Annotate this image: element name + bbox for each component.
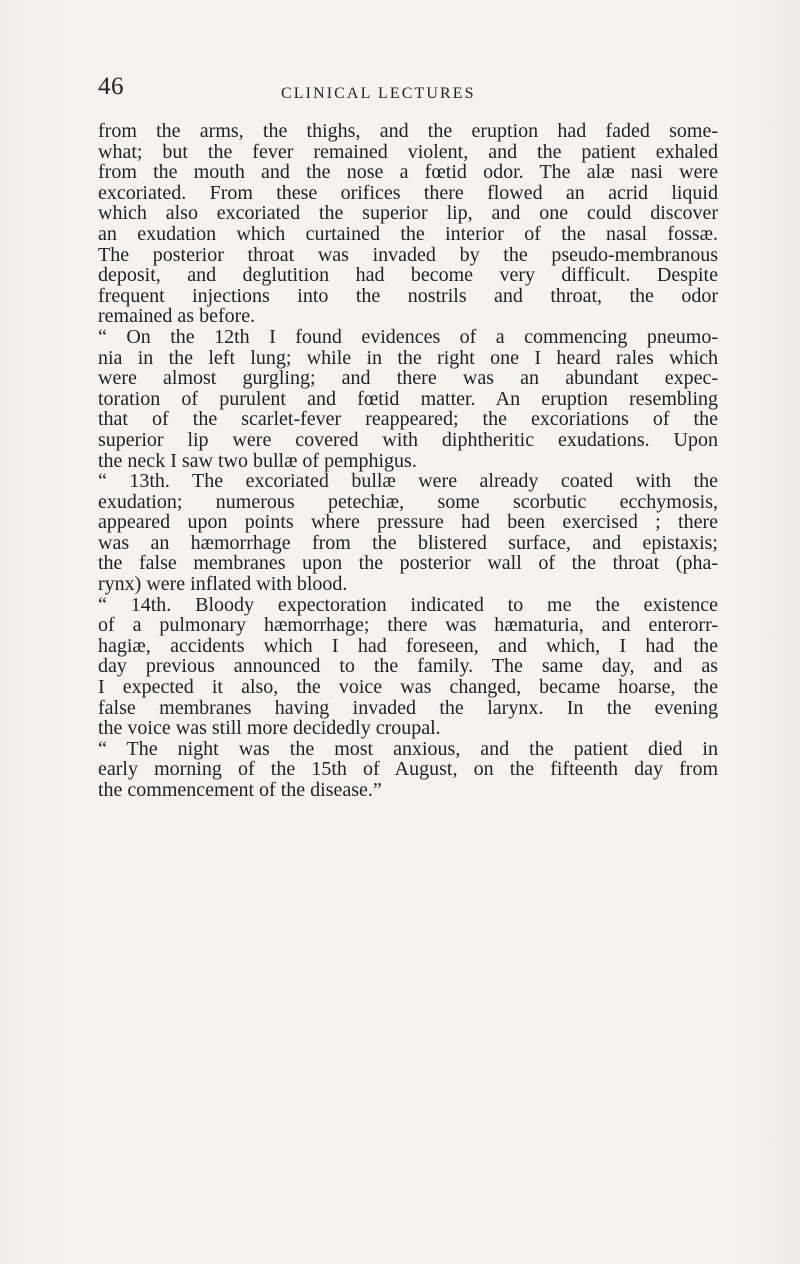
text-line: that of the scarlet-fever reappeared; the excoriations of the — [98, 408, 718, 431]
text-line: superior lip were covered with diphtheritic exudations. Upon — [98, 428, 718, 451]
text-line: of a pulmonary hæmorrhage; there was hæmaturia, and enterorr- — [98, 614, 718, 637]
text-line: were almost gurgling; and there was an abundant expec- — [98, 367, 718, 390]
text-line: “ On the 12th I found evidences of a commencing pneumo- — [98, 325, 718, 348]
text-line: toration of purulent and fœtid matter. An eruption resembling — [98, 387, 718, 410]
text-line: false membranes having invaded the larynx. In the evening — [98, 696, 718, 719]
page-number: 46 — [98, 73, 124, 100]
text-line: rynx) were inflated with blood. — [98, 573, 348, 596]
text-line: the voice was still more decidedly croupal. — [98, 717, 441, 740]
text-line: day previous announced to the family. The same day, and as — [98, 655, 718, 678]
text-line: “ 14th. Bloody expectoration indicated to me the existence — [98, 593, 718, 616]
text-line: the false membranes upon the posterior wall of the throat (pha- — [98, 552, 718, 575]
page-header — [98, 72, 718, 112]
body-text — [98, 121, 718, 801]
text-line: frequent injections into the nostrils and throat, the odor — [98, 284, 718, 307]
text-line: an exudation which curtained the interior of the nasal fossæ. — [98, 222, 718, 245]
text-line: “ The night was the most anxious, and the patient died in — [98, 737, 718, 760]
text-line: what; but the fever remained violent, and the patient exhaled — [98, 140, 718, 163]
text-line: was an hæmorrhage from the blistered surface, and epistaxis; — [98, 531, 718, 554]
text-line: from the mouth and the nose a fœtid odor. The alæ nasi were — [98, 161, 718, 184]
text-line: nia in the left lung; while in the right one I heard rales which — [98, 346, 718, 369]
text-line: early morning of the 15th of August, on the fifteenth day from — [98, 758, 718, 781]
text-line: hagiæ, accidents which I had foreseen, and which, I had the — [98, 634, 718, 657]
text-line: The posterior throat was invaded by the pseudo-membranous — [98, 243, 718, 266]
text-line: from the arms, the thighs, and the eruption had faded some- — [98, 120, 718, 142]
text-line: the neck I saw two bullæ of pemphigus. — [98, 449, 417, 472]
text-line: exudation; numerous petechiæ, some scorbutic ecchymosis, — [98, 490, 718, 513]
text-line: excoriated. From these orifices there flowed an acrid liquid — [98, 181, 718, 204]
text-line: the commencement of the disease.” — [98, 779, 382, 801]
text-line: which also excoriated the superior lip, and one could discover — [98, 202, 718, 225]
text-line: “ 13th. The excoriated bullæ were already coated with the — [98, 470, 718, 493]
running-head: CLINICAL LECTURES — [281, 85, 476, 102]
text-line: deposit, and deglutition had become very difficult. Despite — [98, 264, 718, 287]
text-line: I expected it also, the voice was changed, became hoarse, the — [98, 676, 718, 699]
text-line: remained as before. — [98, 305, 256, 328]
text-line: appeared upon points where pressure had been exercised ; there — [98, 511, 718, 534]
